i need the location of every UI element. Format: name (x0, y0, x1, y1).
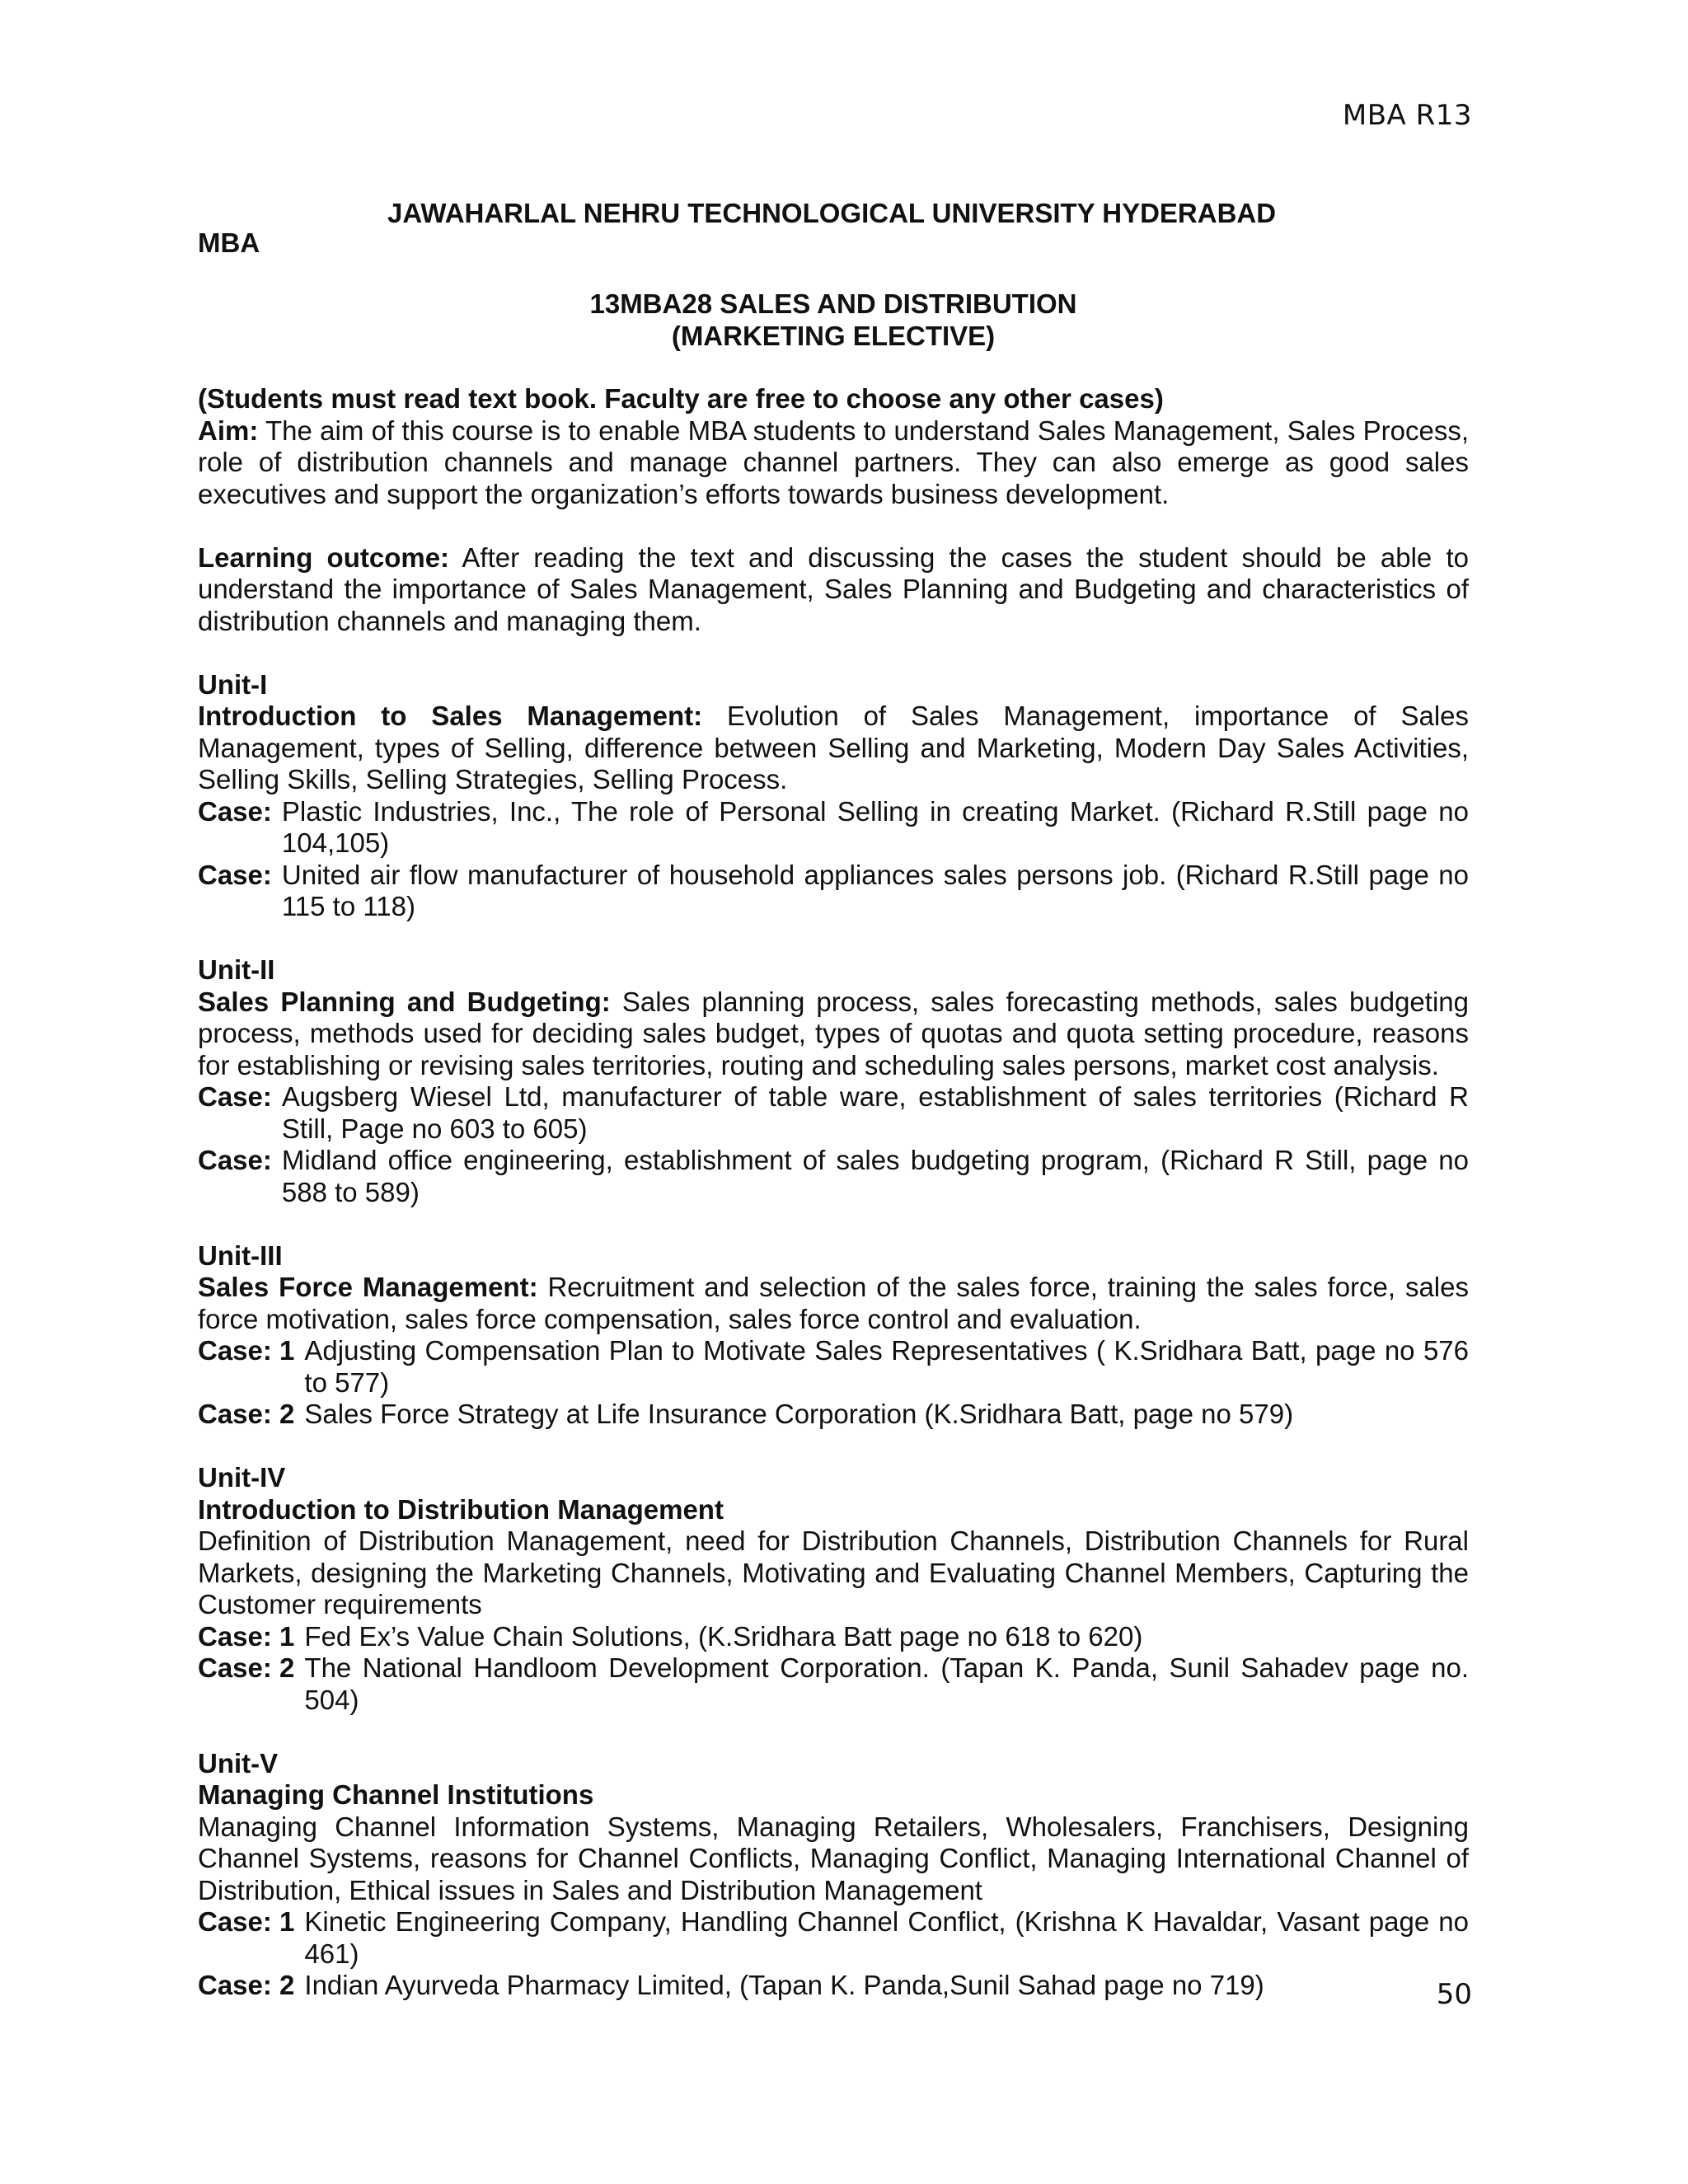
case-item (198, 1335, 1469, 1399)
case-item (198, 1399, 1469, 1431)
unit-2 (198, 954, 1469, 1208)
unit-description (198, 701, 1469, 796)
case-item (198, 1970, 1469, 2002)
case-text: Plastic Industries, Inc., The role of Personal Selling in creating Market. (Richard R.Still page no 104,105) (281, 795, 1469, 858)
case-item (198, 1621, 1469, 1653)
unit-title: Unit-V (198, 1747, 279, 1779)
aim-paragraph (198, 415, 1469, 511)
outcome-text: After reading the text and discussing the cases the student should be able to understand the importance of Sales Management, Sales Planning and Budgeting and characteristics of distribution channels and managing them. (198, 541, 1469, 636)
unit-text: Definition of Distribution Management, need for Distribution Channels, Distribution Channels for Rural Markets, designing the Marketing Channels, Motivating and Evaluating Channel Members, Capturing the Customer requirements (198, 1526, 1469, 1619)
course-code-title: 13MBA28 SALES AND DISTRIBUTION (589, 288, 1077, 319)
syllabus-body (198, 383, 1469, 2002)
unit-5 (198, 1748, 1469, 2002)
unit-heading: Introduction to Sales Management: (198, 701, 703, 731)
case-text: United air flow manufacturer of household appliances sales persons job. (Richard R.Still page no 115 to 118) (281, 859, 1469, 921)
case-item (198, 1906, 1469, 1970)
case-label: Case: 1 (198, 1620, 295, 1652)
unit-heading: Sales Force Management: (198, 1272, 538, 1302)
unit-text: Evolution of Sales Management, importance of Sales Management, types of Selling, difference between Selling and Marketing, Modern Day Sales Activities, Selling Skills, Selling Strategies, Selling Process. (198, 701, 1470, 794)
case-label: Case: (198, 795, 272, 827)
case-label: Case: (198, 1145, 272, 1175)
page-number: 50 (1436, 1978, 1472, 2011)
case-item (198, 1081, 1469, 1145)
case-text: Sales Force Strategy at Life Insurance Corporation (K.Sridhara Batt, page no 579) (304, 1399, 1294, 1429)
case-label: Case: 2 (198, 1970, 295, 2000)
unit-title: Unit-I (198, 668, 268, 700)
unit-text: Managing Channel Information Systems, Managing Retailers, Wholesalers, Franchisers, Designing Channel Systems, reasons for Channel Conflicts, Managing Conflict, Managing International Channel of Distribution, Ethical issues in Sales and Distribution Management (198, 1811, 1469, 1905)
case-text: Indian Ayurveda Pharmacy Limited, (Tapan K. Panda,Sunil Sahad page no 719) (304, 1970, 1264, 2000)
case-item (198, 796, 1469, 860)
outcome-label: Learning outcome: (198, 541, 450, 573)
case-label: Case: 1 (198, 1906, 295, 1937)
unit-text: Recruitment and selection of the sales force, training the sales force, sales force motivation, sales force compensation, sales force control and evaluation. (198, 1272, 1469, 1334)
course-title-block (198, 288, 1469, 352)
case-text: Kinetic Engineering Company, Handling Channel Conflict, (Krishna K Havaldar, Vasant page no 461) (304, 1906, 1469, 1969)
aim-label: Aim: (198, 415, 259, 446)
unit-title: Unit-III (198, 1240, 283, 1271)
case-label: Case: (198, 1081, 272, 1112)
unit-description (198, 1272, 1469, 1335)
header-course-tag: MBA R13 (1342, 99, 1472, 132)
unit-title: Unit-II (198, 954, 275, 985)
course-subtitle: (MARKETING ELECTIVE) (671, 320, 996, 351)
case-item (198, 1145, 1469, 1208)
case-item (198, 1652, 1469, 1716)
case-label: Case: (198, 859, 272, 890)
unit-heading: Managing Channel Institutions (198, 1779, 594, 1810)
program-label: MBA (198, 227, 260, 258)
unit-1 (198, 669, 1469, 923)
case-label: Case: 2 (198, 1652, 295, 1683)
case-text: The National Handloom Development Corporation. (Tapan K. Panda, Sunil Sahadev page no. 504) (304, 1652, 1469, 1715)
unit-description (198, 987, 1469, 1082)
unit-3 (198, 1240, 1469, 1431)
case-label: Case: 2 (198, 1399, 295, 1429)
university-name: JAWAHARLAL NEHRU TECHNOLOGICAL UNIVERSITY HYDERABAD (387, 198, 1277, 228)
case-text: Adjusting Compensation Plan to Motivate Sales Representatives ( K.Sridhara Batt, page no 576 to 577) (304, 1335, 1469, 1398)
unit-4 (198, 1462, 1469, 1716)
outcome-paragraph (198, 542, 1469, 638)
unit-heading: Introduction to Distribution Management (198, 1493, 724, 1525)
case-text: Midland office engineering, establishment of sales budgeting program, (Richard R Still, page no 588 to 589) (281, 1145, 1469, 1207)
unit-text: Sales planning process, sales forecasting methods, sales budgeting process, methods used for deciding sales budget, types of quotas and quota setting procedure, reasons for establishing or revising sales territories, routing and scheduling sales persons, market cost analysis. (198, 986, 1469, 1080)
unit-title: Unit-IV (198, 1462, 286, 1493)
case-item (198, 860, 1469, 923)
unit-heading: Sales Planning and Budgeting: (198, 986, 611, 1017)
course-note: (Students must read text book. Faculty are free to choose any other cases) (198, 383, 1164, 414)
case-text: Augsberg Wiesel Ltd, manufacturer of table ware, establishment of sales territories (Richard R Still, Page no 603 to 605) (281, 1081, 1469, 1144)
case-text: Fed Ex’s Value Chain Solutions, (K.Sridhara Batt page no 618 to 620) (304, 1620, 1143, 1652)
case-label: Case: 1 (198, 1335, 295, 1366)
aim-text: The aim of this course is to enable MBA students to understand Sales Management, Sales Process, role of distribution channels and manage channel partners. They can also emerge as good sales executives and support the organization’s efforts towards business development. (198, 415, 1469, 509)
